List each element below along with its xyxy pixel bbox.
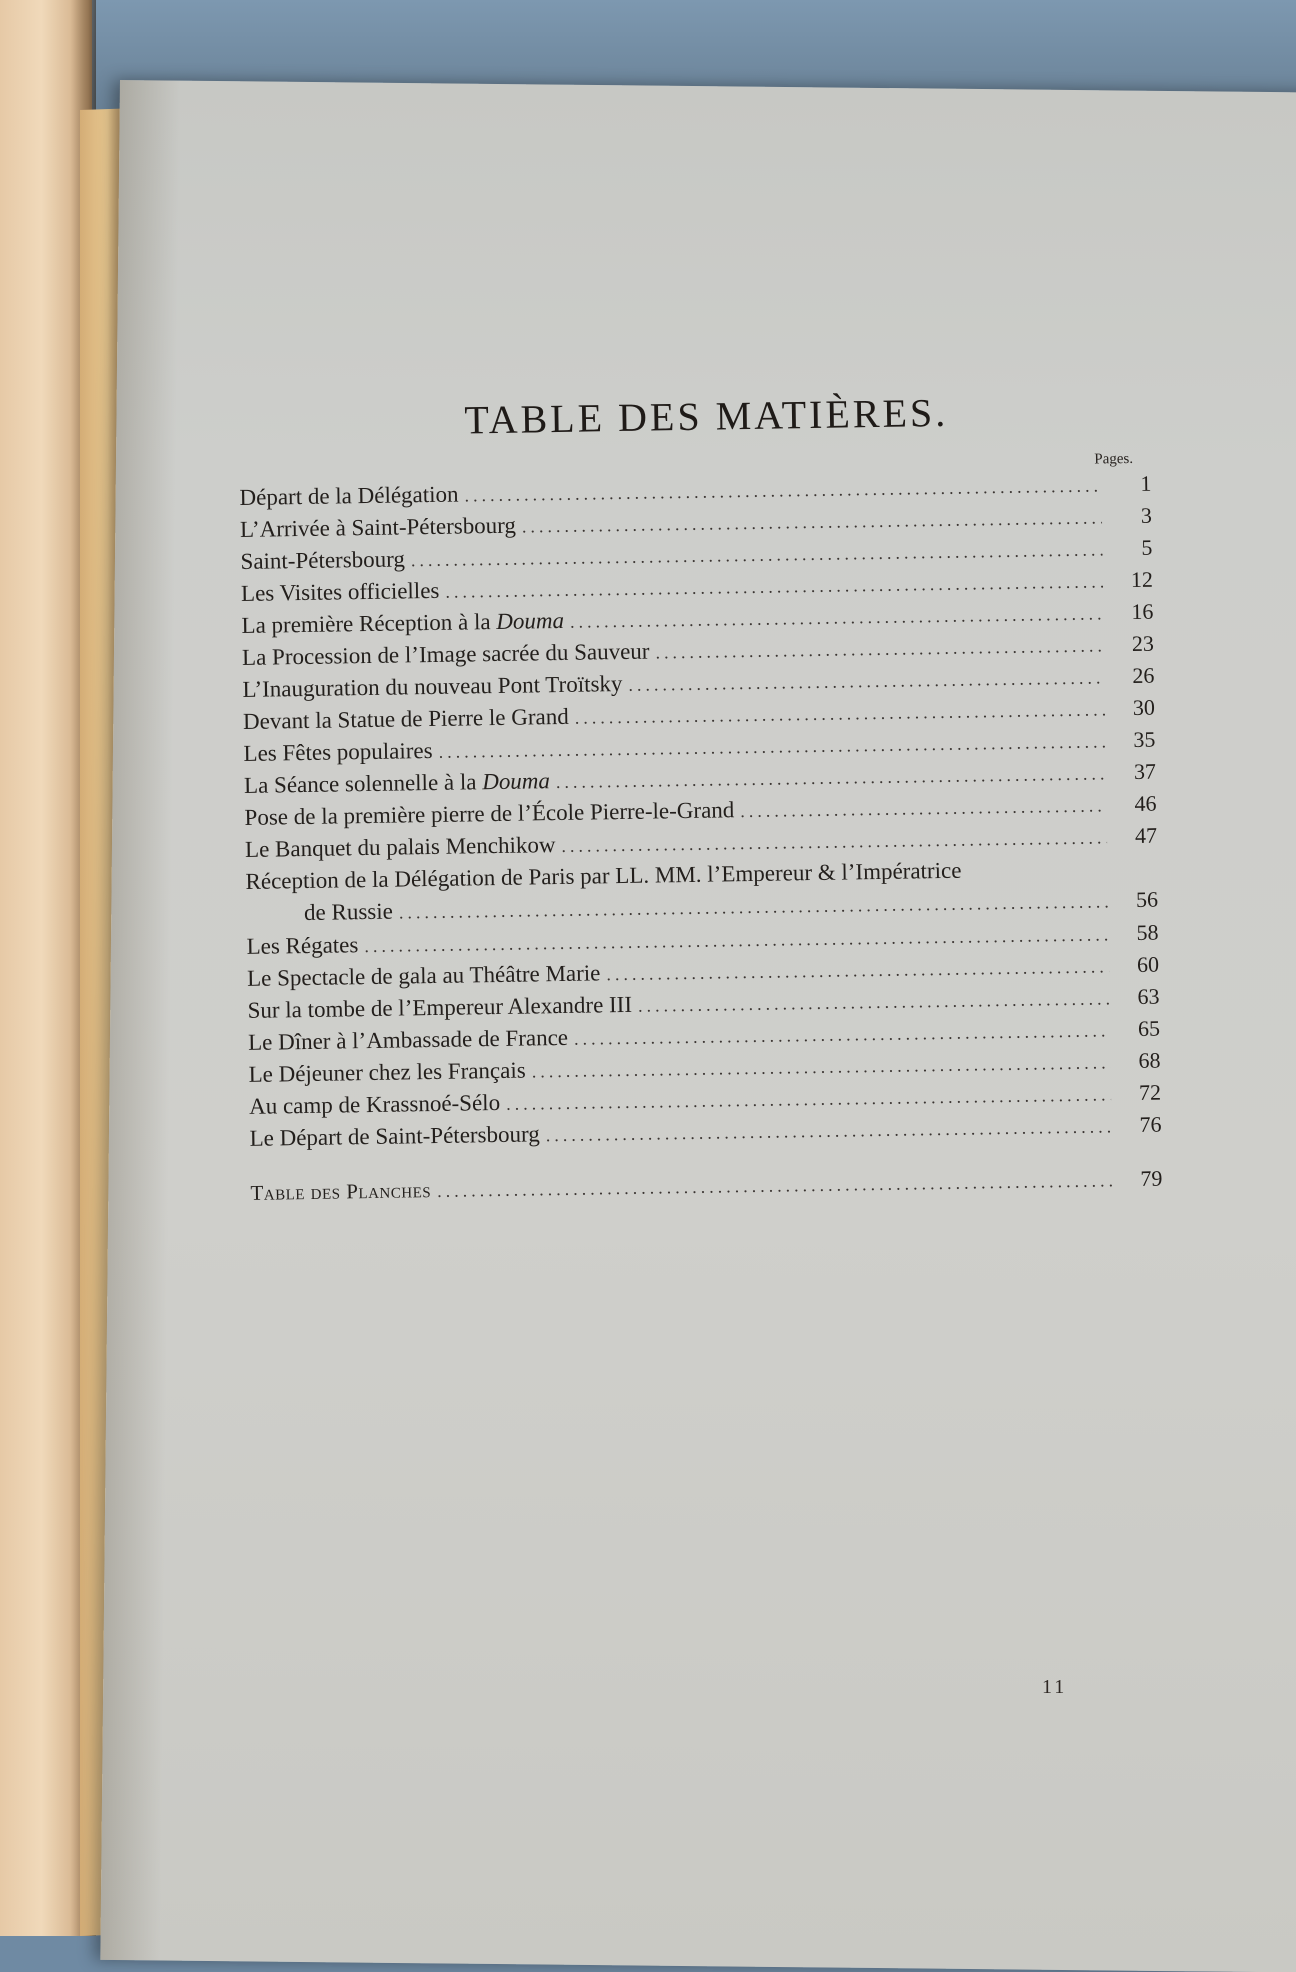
table-of-contents <box>238 386 1163 1210</box>
toc-entry-page: 26 <box>1132 662 1155 688</box>
toc-entry-title: Table des Planches <box>250 1178 432 1205</box>
toc-entry-title: Le Déjeuner chez les Français <box>248 1057 526 1087</box>
toc-entry-title: Les Visites officielles <box>240 577 440 606</box>
toc-entry-page: 56 <box>1135 886 1159 912</box>
toc-entry-page: 65 <box>1137 1015 1161 1041</box>
toc-entry-page: 79 <box>1140 1165 1163 1191</box>
toc-entry-title-italic: Douma <box>496 607 565 634</box>
toc-entry-page: 3 <box>1140 502 1153 528</box>
toc-entry-page: 76 <box>1139 1111 1162 1137</box>
toc-entry-title: Les Régates <box>246 932 359 959</box>
toc-entry-page: 47 <box>1134 822 1158 848</box>
toc-entry-page: 63 <box>1137 983 1160 1009</box>
toc-entry-page: 37 <box>1133 758 1157 784</box>
toc-entry-page: 60 <box>1136 951 1160 977</box>
toc-entry-title: Le Banquet du palais Menchikow <box>244 832 556 862</box>
toc-entry-title: La Procession de l’Image sacrée du Sauveur <box>241 638 650 670</box>
toc-entry-title: L’Inauguration du nouveau Pont Troïtsky <box>242 670 623 702</box>
toc-entry-page: 23 <box>1131 630 1155 656</box>
toc-entry-page: 30 <box>1132 694 1156 720</box>
toc-entry-title <box>244 765 550 802</box>
toc-entry-title-italic: Douma <box>482 768 551 795</box>
toc-entry-title: Le Spectacle de gala au Théâtre Marie <box>246 960 601 991</box>
toc-entry-page: 58 <box>1136 919 1159 945</box>
toc-entry-title: Pose de la première pierre de l’École Pierre-le-Grand <box>244 797 735 830</box>
toc-entry-page: 68 <box>1138 1047 1161 1073</box>
toc-entry-title-text: La première Réception à la <box>241 608 497 638</box>
pages-column-label: Pages. <box>1094 450 1134 468</box>
toc-entry-title: Le Départ de Saint-Pétersbourg <box>249 1121 540 1151</box>
toc-entry-page: 12 <box>1130 566 1154 592</box>
toc-list <box>239 468 1161 1155</box>
toc-entry-title-continued: de Russie <box>303 898 394 926</box>
toc-entry-page: 5 <box>1141 534 1153 560</box>
page-number: 11 <box>1042 1676 1068 1698</box>
toc-entry-title: Réception de la Délégation de Paris par LL. MM. l’Empereur & l’Impératrice <box>245 857 962 894</box>
toc-entry-title: Saint-Pétersbourg <box>240 546 406 574</box>
toc-entry-title: Départ de la Délégation <box>239 481 459 510</box>
page-title: TABLE DES MATIÈRES. <box>464 389 949 443</box>
toc-entry-page: 16 <box>1131 598 1154 624</box>
toc-entry-page: 46 <box>1134 790 1157 816</box>
toc-entry-page: 35 <box>1133 726 1156 752</box>
toc-entry-title: Le Dîner à l’Ambassade de France <box>247 1024 569 1055</box>
toc-entry-title: Au camp de Krassnoé-Sélo <box>248 1089 501 1119</box>
toc-entry-title: Sur la tombe de l’Empereur Alexandre III <box>247 991 633 1023</box>
toc-entry-title: Les Fêtes populaires <box>243 737 433 766</box>
toc-entry-title <box>241 605 564 642</box>
toc-entry-page: 1 <box>1140 470 1152 496</box>
toc-entry-title-text: La Séance solennelle à la <box>243 769 483 798</box>
toc-entry-title: Devant la Statue de Pierre le Grand <box>242 703 569 734</box>
toc-entry-title: L’Arrivée à Saint-Pétersbourg <box>239 512 517 542</box>
toc-entry-page: 72 <box>1138 1079 1162 1105</box>
